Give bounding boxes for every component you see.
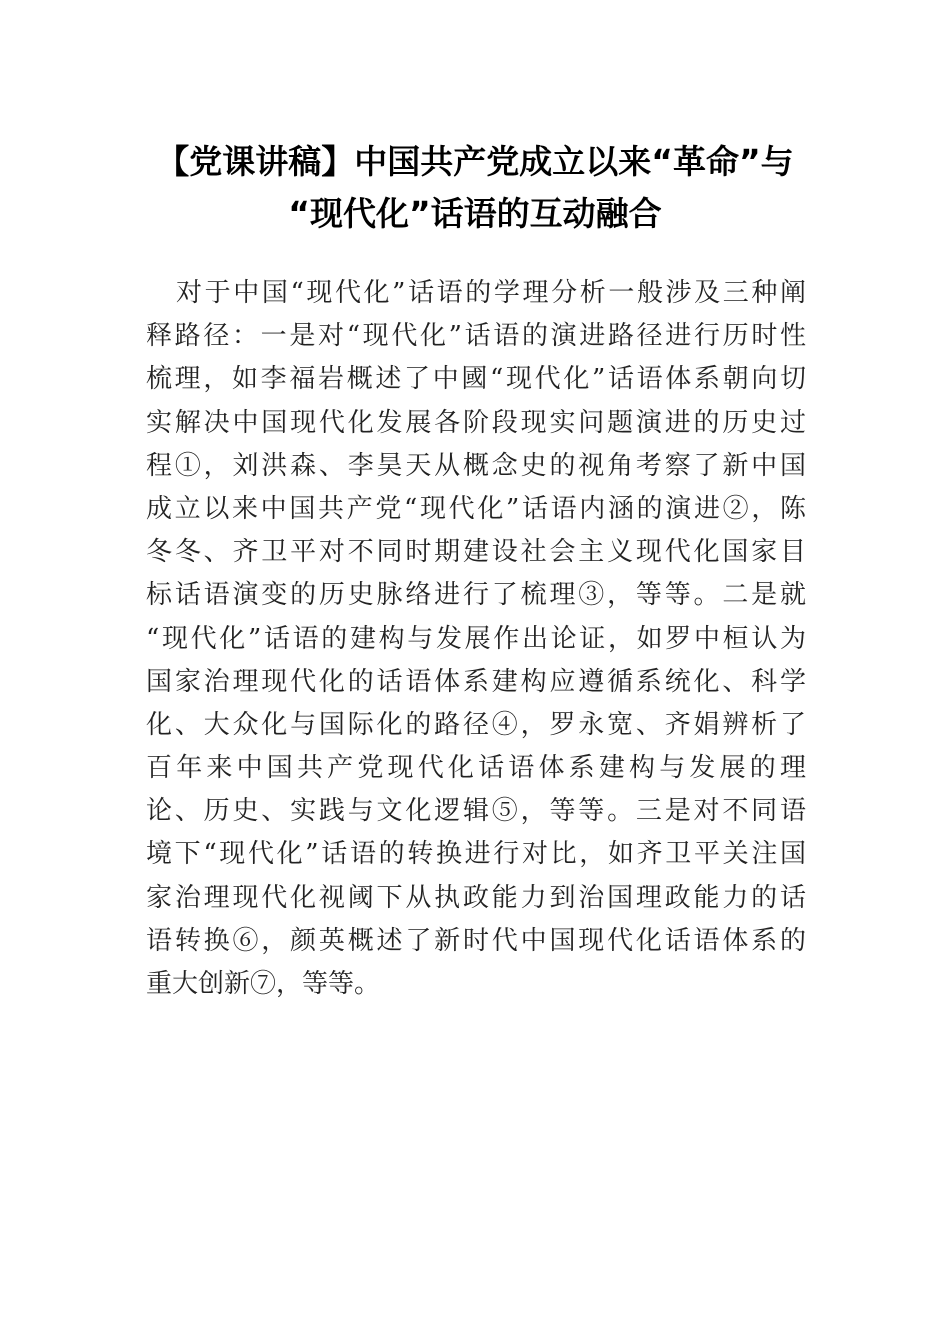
paragraph-line: 化、大众化与国际化的路径④，罗永宽、齐娟辨析了 (146, 709, 806, 740)
paragraph-line: “现代化”话语的建构与发展作出论证，如罗中桓认为 (146, 623, 806, 654)
paragraph-line: 国家治理现代化的话语体系建构应遵循系统化、科学 (146, 666, 806, 697)
paragraph-line: 百年来中国共产党现代化话语体系建构与发展的理 (146, 753, 806, 784)
paragraph-line: 释路径：一是对“现代化”话语的演进路径进行历时性 (146, 321, 806, 352)
paragraph-line: 冬冬、齐卫平对不同时期建设社会主义现代化国家目 (146, 537, 806, 568)
body-paragraph (146, 272, 806, 1006)
paragraph-line: 家治理现代化视阈下从执政能力到治国理政能力的话 (146, 882, 806, 913)
paragraph-line: 论、历史、实践与文化逻辑⑤，等等。三是对不同语 (146, 796, 806, 827)
paragraph-line: 语转换⑥，颜英概述了新时代中国现代化话语体系的 (146, 925, 806, 956)
paragraph-line: 标话语演变的历史脉络进行了梳理③，等等。二是就 (146, 580, 806, 611)
paragraph-line: 成立以来中国共产党“现代化”话语内涵的演进②，陈 (146, 493, 806, 524)
title-line-1: 【党课讲稿】中国共产党成立以来“革命”与 (156, 142, 794, 181)
paragraph-line: 重大创新⑦，等等。 (146, 969, 381, 999)
document-title (130, 136, 820, 240)
paragraph-line: 实解决中国现代化发展各阶段现实问题演进的历史过 (146, 407, 806, 438)
paragraph-line: 境下“现代化”话语的转换进行对比，如齐卫平关注国 (146, 839, 806, 870)
title-line-2: “现代化”话语的互动融合 (288, 194, 662, 233)
paragraph-line: 梳理，如李福岩概述了中國“现代化”话语体系朝向切 (146, 364, 806, 395)
paragraph-line: 对于中国“现代化”话语的学理分析一般涉及三种阐 (176, 278, 806, 308)
paragraph-line: 程①，刘洪森、李昊天从概念史的视角考察了新中国 (146, 450, 806, 481)
